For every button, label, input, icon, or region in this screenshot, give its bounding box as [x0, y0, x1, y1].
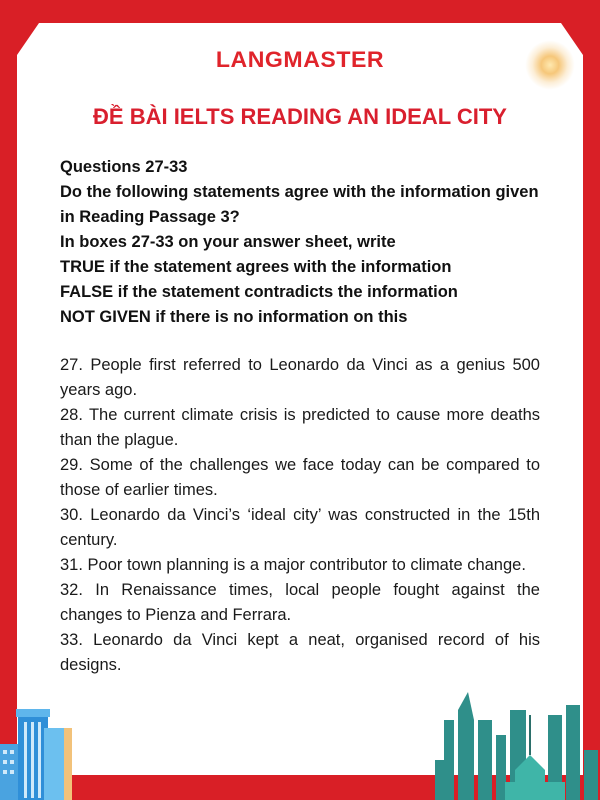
langmaster-logo: LANGMASTER	[215, 47, 385, 72]
question-item: 29. Some of the challenges we face today can be compared to those of earlier times.	[60, 456, 540, 499]
page-title: ĐỀ BÀI IELTS READING AN IDEAL CITY	[93, 104, 507, 129]
instruction-line: NOT GIVEN if there is no information on this	[60, 308, 408, 326]
instructions	[60, 155, 542, 330]
instruction-line: FALSE if the statement contradicts the information	[60, 283, 458, 301]
instruction-line: Questions 27-33	[60, 158, 188, 176]
question-item: 30. Leonardo da Vinci’s ‘ideal city’ was constructed in the 15th century.	[60, 506, 540, 549]
instruction-line: In boxes 27-33 on your answer sheet, write	[60, 233, 396, 251]
question-item: 32. In Renaissance times, local people fought against the changes to Pienza and Ferrara.	[60, 581, 540, 624]
question-item: 31. Poor town planning is a major contributor to climate change.	[60, 556, 526, 574]
buildings-left-icon	[0, 704, 80, 800]
instruction-line: Do the following statements agree with the information given in Reading Passage 3?	[60, 183, 539, 226]
question-item: 27. People first referred to Leonardo da Vinci as a genius 500 years ago.	[60, 356, 540, 399]
instruction-line: TRUE if the statement agrees with the information	[60, 258, 452, 276]
question-list	[60, 353, 540, 678]
question-item: 33. Leonardo da Vinci kept a neat, organised record of his designs.	[60, 631, 540, 674]
city-skyline-icon	[430, 690, 600, 800]
question-item: 28. The current climate crisis is predicted to cause more deaths than the plague.	[60, 406, 540, 449]
